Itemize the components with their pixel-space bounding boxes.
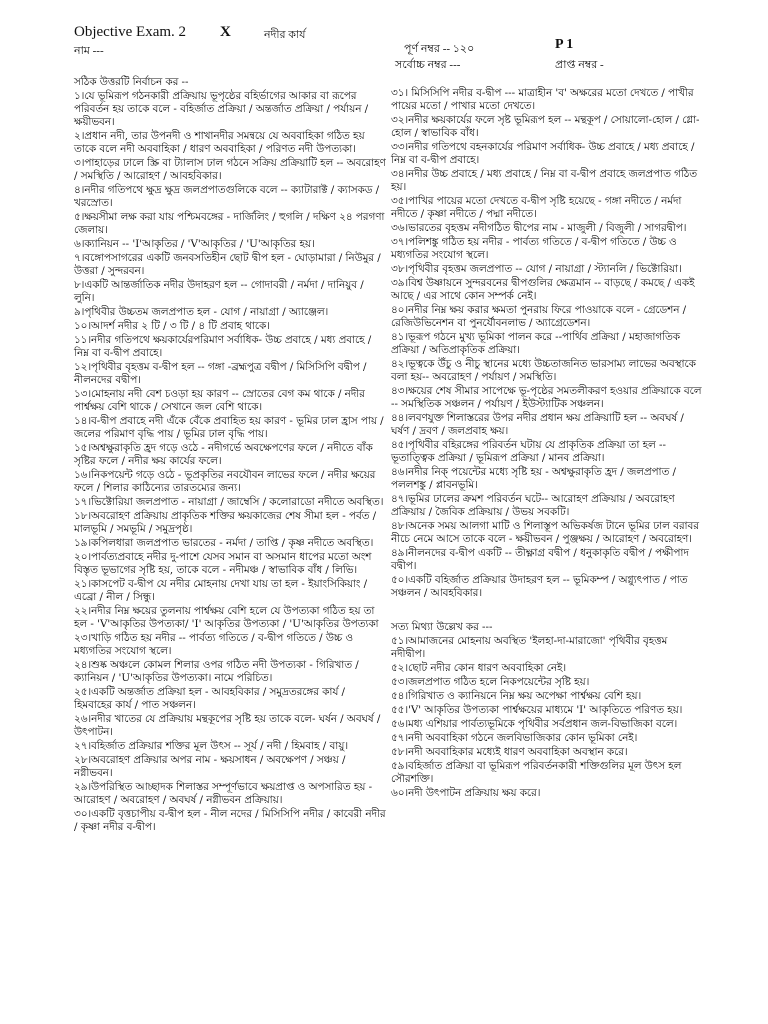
question-item: ১৩।মোহনায় নদী বেশ চওড়া হয় কারণ -- স্রোতের বেগ কম থাকে / নদীর পার্শ্বক্ষয় বেশি থাকে / সেখানে জল বেশি থাকে।	[74, 388, 365, 413]
true-false-item: ৫৫।'V' আকৃতির উপত্যকা পার্শ্বক্ষয়ের মাধ্যমে 'I' আকৃতিতে পরিণত হয়।	[391, 704, 683, 716]
question-item: ১৫।অশ্বক্ষুরাকৃতি হ্রদ গড়ে ওঠে - নদীগর্ভে অবক্ষেপণের ফলে / নদীতে বাঁক সৃষ্টির ফলে / নদীর ক্ষয় কার্যের ফলে।	[74, 442, 373, 467]
mcq-section-title: সঠিক উত্তরটি নির্বাচন কর --	[74, 76, 189, 88]
question-item: ২৩।খাড়ি গঠিত হয় নদীর -- পার্বত্য গতিতে / ব-দ্বীপ গতিতে / উচ্চ ও মধ্যগতির সংযোগ স্থলে।	[74, 632, 353, 657]
question-item: ৫০।একটি বহির্জাত প্রক্রিয়ার উদাহরণ হল -- ভূমিকম্প / অগ্ন্যুৎপাত / পাত সঞ্চলন / আবহবিকার।	[391, 574, 688, 599]
true-false-item: ৫৩।জলপ্রপাত গঠিত হলে নিকপয়েন্টের সৃষ্টি হয়।	[391, 676, 590, 688]
true-false-item: ৫৬।মধ্য এশিয়ার পার্বত্যভূমিকে পৃথিবীর সর্বপ্রধান জল-বিভাজিকা বলে।	[391, 718, 678, 730]
true-false-item: ৫২।ছোট নদীর কোন ধারণ অববাহিকা নেই।	[391, 662, 567, 674]
question-item: ১২।পৃথিবীর বৃহত্তম ব-দ্বীপ হল -- গঙ্গা -ব্রহ্মপুত্র বদ্বীপ / মিসিসিপি বদ্বীপ / নীলনদের বদ্বীপ।	[74, 361, 367, 386]
question-item: ২০।পার্বত্যপ্রবাহে নদীর দু-পাশে যেসব সমান বা অসমান ধাপের মতো অংশ বিস্তৃত ভূভাগের সৃষ্টি হয়, তাকে বলে - নদীমঞ্চ / স্বাভাবিক বাঁধ / লিভি।	[74, 551, 372, 576]
question-item: ২৬।নদীর খাতের যে প্রক্রিয়ায় মন্থকূপের সৃষ্টি হয় তাকে বলে- ঘর্ষন / অবঘর্ষ / উৎপাটন।	[74, 713, 381, 738]
question-item: ৪৯।নীলনদের ব-দ্বীপ একটি -- তীক্ষ্ণাগ্র বদ্বীপ / ধনুকাকৃতি বদ্বীপ / পক্ষীপাদ বদ্বীপ।	[391, 547, 689, 572]
true-false-item: ৫৪।গিরিখাত ও ক্যানিয়নে নিম্ন ক্ষয় অপেক্ষা পার্শ্বক্ষয় বেশি হয়।	[391, 690, 642, 702]
question-item: ৪৭।ভূমির ঢালের ক্রমশ পরিবর্তন ঘটে-- আরোহণ প্রক্রিয়ায় / অবরোহণ প্রক্রিয়ায় / জৈবিক প্রক্রিয়ায় / উভয় সবকটি।	[391, 493, 675, 518]
question-item: ২৫।একটি অন্তর্জাত প্রক্রিয়া হল - আবহবিকার / সমুদ্রতরঙ্গের কার্য / হিমবাহের কার্য / পাত সঞ্চলন।	[74, 686, 346, 711]
question-item: ৪।নদীর গতিপথে ক্ষুদ্র ক্ষুদ্র জলপ্রপাতগুলিকে বলে -- ক্যাটারাক্ট / ক্যাসকড / খরস্রোত।	[74, 184, 380, 209]
question-item: ৭।বঙ্গোপসাগরের একটি জনবসতিহীন ছোট দ্বীপ হল - ঘোড়ামারা / নিউমুর / উত্তরা / সুন্দরবন।	[74, 252, 381, 277]
true-false-item: ৫৭।নদী অববাহিকা গঠনে জলবিভাজিকার কোন ভূমিকা নেই।	[391, 732, 638, 744]
question-item: ৪৮।অনেক সময় আলগা মাটি ও শিলাস্তূপ অভিকর্ষজ টানে ভূমির ঢাল বরাবর নীচে নেমে আসে তাকে বলে - ক্ষয়ীভবন / পুঞ্জক্ষয় / আরোহণ / অবরোহণ।	[391, 520, 699, 545]
question-item: ৩১। মিসিসিপি নদীর ব-দ্বীপ --- মাত্রাহীন 'ব' অক্ষরের মতো দেখতে / পাখীর পায়ের মতো / পাখার মতো দেখতে।	[391, 87, 694, 112]
question-item: ১০।আদর্শ নদীর ২ টি / ৩ টি / ৪ টি প্রবাহ থাকে।	[74, 320, 270, 332]
true-false-item: ৫৮।নদী অববাহিকার মধ্যেই ধারণ অববাহিকা অবস্থান করে।	[391, 746, 628, 758]
question-item: ১।যে ভূমিরূপ গঠনকারী প্রক্রিয়ায় ভূপৃষ্ঠের বহির্ভাগের আকার বা রূপের পরিবর্তন হয় তাকে বলে - বহির্জাত প্রক্রিয়া / অন্তর্জাত প্রক্রিয়া / পর্যায়ন / ক্ষয়ীভবন।	[74, 90, 369, 128]
question-item: ২৪।শুষ্ক অঞ্চলে কোমল শিলার ওপর গঠিত নদী উপত্যকা - গিরিখাত / ক্যানিয়ন / 'U'আকৃতির উপত্যকা। নামে পরিচিত।	[74, 659, 359, 684]
name-label: নাম ---	[74, 45, 104, 57]
mcq-list-left	[74, 90, 386, 834]
true-false-item: ৫১।আমাজনের মোহনায় অবস্থিত 'ইলহা-দা-মারাজো' পৃথিবীর বৃহত্তম নদীদ্বীপ।	[391, 635, 668, 660]
x-mark: X	[220, 24, 231, 40]
question-item: ৩৮।পৃথিবীর বৃহত্তম জলপ্রপাত -- যোগ / নায়াগ্রা / স্ট্যানলি / ভিক্টোরিয়া।	[391, 263, 682, 275]
question-item: ৪৪।লবণযুক্ত শিলাস্তরের উপর নদীর প্রধান ক্ষয় প্রক্রিয়াটি হল -- অবঘর্ষ / ঘর্ষণ / দ্রবণ / জলপ্রবাহ ক্ষয়।	[391, 412, 684, 437]
right-column	[391, 87, 703, 801]
question-item: ২২।নদীর নিম্ন ক্ষয়ের তুলনায় পার্শ্বক্ষয় বেশি হলে যে উপত্যকা গঠিত হয় তা হল - 'V'আকৃতির উপত্যকা/ 'I' আকৃতির উপত্যকা / 'U'আকৃতির উপত্যকা	[74, 605, 379, 630]
chapter-title: নদীর কার্য	[264, 29, 306, 41]
question-item: ৬।ক্যানিয়ন -- 'I'আকৃতির / 'V'আকৃতির / 'U'আকৃতির হয়।	[74, 238, 315, 250]
full-marks: পূর্ণ নম্বর -- ১২০	[404, 43, 475, 55]
question-item: ৪৩।ক্ষয়ের শেষ সীমার সাপেক্ষে ভূ-পৃষ্ঠের সমতলীকরণ হওয়ার প্রক্রিয়াকে বলে -- সমস্থিতিক সঞ্চলন / পর্যায়ণ / ইউস্ট্যাটিক সঞ্চলন।	[391, 385, 702, 410]
true-false-item: ৫৯।বহির্জাত প্রক্রিয়া বা ভূমিরূপ পরিবর্তনকারী শক্তিগুলির মূল উৎস হল সৌরশক্তি।	[391, 760, 682, 785]
question-item: ৩৭।পলিশঙ্কু গঠিত হয় নদীর - পার্বত্য গতিতে / ব-দ্বীপ গতিতে / উচ্চ ও মধ্যগতির সংযোগ স্থলে।	[391, 236, 677, 261]
question-item: ৩২।নদীর ক্ষয়কার্যের ফলে সৃষ্ট ভূমিরূপ হল -- মন্থকূপ / সোয়ালো-হোল / গ্লো-হোল / স্বাভাবিক বাঁধ।	[391, 114, 700, 139]
mcq-list-right	[391, 87, 703, 600]
question-item: ১৮।অবরোহণ প্রক্রিয়ায় প্রাকৃতিক শক্তির ক্ষয়কাজের শেষ সীমা হল - পর্বত / মালভূমি / সমভূমি / সমুদ্রপৃষ্ঠ।	[74, 510, 377, 535]
question-item: ৩৯।বিশ্ব উষ্ণায়নে সুন্দরবনের দ্বীপগুলির ক্ষেত্রমান -- বাড়ছে / কমছে / একই আছে / এর সাথে কোন সম্পর্ক নেই।	[391, 277, 695, 302]
question-item: ১১।নদীর গতিপথে ক্ষয়কার্যেরপরিমাণ সর্বাধিক- উচ্চ প্রবাহে / মধ্য প্রবাহে / নিম্ন বা ব-দ্বীপ প্রবাহে।	[74, 334, 372, 359]
question-item: ৩।পাহাড়ের ঢালে স্ক্রি বা ট্যালাস ঢাল গঠনে সক্রিয় প্রক্রিয়াটি হল -- অবরোহণ / সমস্থিতি / আরোহণ / আবহবিকার।	[74, 157, 386, 182]
question-item: ৮।একটি আন্তর্জাতিক নদীর উদাহরণ হল -- গোদাবরী / নর্মদা / দানিয়ুব / লুনি।	[74, 279, 364, 304]
question-item: ১৯।কপিলধারা জলপ্রপাত ভারতের - নর্মদা / তাপ্তি / কৃষ্ণ নদীতে অবস্থিত।	[74, 537, 374, 549]
question-item: ৩৫।পাখির পায়ের মতো দেখতে ব-দ্বীপ সৃষ্টি হয়েছে - গঙ্গা নদীতে / নর্মদা নদীতে / কৃষ্ণা নদীতে / পদ্মা নদীতে।	[391, 195, 682, 220]
question-item: ২৯।উপরিস্থিত আচ্ছাদক শিলাস্তর সম্পূর্ণভাবে ক্ষয়প্রাপ্ত ও অপসারিত হয় - আরোহণ / অবরোহণ / অবঘর্ষ / নগ্নীভবন প্রক্রিয়ায়।	[74, 781, 373, 806]
question-item: ৩৩।নদীর গতিপথে বহনকার্যের পরিমাণ সর্বাধিক- উচ্চ প্রবাহে / মধ্য প্রবাহে / নিম্ন বা ব-দ্বীপ প্রবাহে।	[391, 141, 695, 166]
question-item: ৪০।নদীর নিম্ন ক্ষয় করার ক্ষমতা পুনরায় ফিরে পাওয়াকে বলে - গ্রেডেশন / রেজিউভিনেশন বা পুনর্যৌবনলাভ / অ্যাগ্রেডেশন।	[391, 304, 687, 329]
question-item: ৩০।একটি বৃত্তচাপীয় ব-দ্বীপ হল - নীল নদের / মিসিসিপি নদীর / কাবেরী নদীর / কৃষ্ণা নদীর ব-দ্বীপ।	[74, 808, 386, 833]
question-item: ১৬।নিকপয়েন্ট গড়ে ওঠে - ভূপ্রকৃতির নবযৌবন লাভের ফলে / নদীর ক্ষয়ের ফলে / শিলার কাঠিন্যের তারতম্যের জন্য।	[74, 469, 376, 494]
question-item: ৫।ক্ষয়সীমা লক্ষ করা যায় পশ্চিমবঙ্গের - দার্জিলিং / হুগলি / দক্ষিণ ২৪ পরগণা জেলায়।	[74, 211, 385, 236]
question-item: ২১।কাসপেট ব-দ্বীপ যে নদীর মোহনায় দেখা যায় তা হল - ইয়াংসিকিয়াং / এব্রো / নীল / সিন্ধু।	[74, 578, 368, 603]
question-item: ৪৬।নদীর নিক্ পয়েন্টের মধ্যে সৃষ্টি হয় - অশ্বক্ষুরাকৃতি হ্রদ / জলপ্রপাত / পললশঙ্কু / প্লাবনভূমি।	[391, 466, 676, 491]
question-item: ১৭।ভিক্টোরিয়া জলপ্রপাত - নায়াগ্রা / জাম্বেসি / কলোরাডো নদীতে অবস্থিত।	[74, 496, 384, 508]
question-item: ৪৫।পৃথিবীর বহিরঙ্গের পরিবর্তন ঘটায় যে প্রাকৃতিক প্রক্রিয়া তা হল -- ভূতাত্ত্বিক প্রক্রিয়া / ভূমিরূপ প্রক্রিয়া / মানব প্রক্রিয়া।	[391, 439, 666, 464]
exam-title: Objective Exam. 2	[74, 24, 187, 40]
question-item: ১৪।ব-দ্বীপ প্রবাহে নদী এঁকে বেঁকে প্রবাহিত হয় কারণ - ভূমির ঢাল হ্রাস পায় / জলের পরিমাণ বৃদ্ধি পায় / ভূমির ঢাল বৃদ্ধি পায়।	[74, 415, 384, 440]
question-item: ৪২।ভূত্বকে উঁচু ও নীচু স্থানের মধ্যে উচ্চতাজনিত ভারসাম্য লাভের অবস্থাকে বলা হয়-- অবরোহণ / পর্যায়ণ / সমস্থিতি।	[391, 358, 696, 383]
question-item: ৪১।ভূরূপ গঠনে মুখ্য ভূমিকা পালন করে --পার্থিব প্রক্রিয়া / মহাজাগতিক প্রক্রিয়া / অতিপ্রাকৃতিক প্রক্রিয়া।	[391, 331, 680, 356]
question-item: ৩৪।নদীর উচ্চ প্রবাহে / মধ্য প্রবাহে / নিম্ন বা ব-দ্বীপ প্রবাহে জলপ্রপাত গঠিত হয়।	[391, 168, 698, 193]
true-false-list	[391, 635, 703, 800]
question-item: ২।প্রধান নদী, তার উপনদী ও শাখানদীর সমন্বয়ে যে অববাহিকা গঠিত হয় তাকে বলে নদী অববাহিকা / ধারণ অববাহিকা / পরিণত নদী উপত্যকা।	[74, 130, 365, 155]
section-gap	[391, 601, 703, 621]
true-false-item: ৬০।নদী উৎপাটন প্রক্রিয়ায় ক্ষয় করে।	[391, 787, 541, 799]
question-item: ৯।পৃথিবীর উচ্চতম জলপ্রপাত হল - যোগ / নায়াগ্রা / অ্যাঞ্জেল।	[74, 306, 329, 318]
true-false-section-title: সত্য মিথ্যা উল্লেখ কর ---	[391, 621, 493, 633]
page-number: P 1	[555, 37, 574, 52]
question-item: ২৮।অবরোহণ প্রক্রিয়ার অপর নাম - ক্ষয়সাধন / অবক্ষেপণ / সঞ্চয় / নগ্নীভবন।	[74, 754, 346, 779]
left-column	[74, 76, 386, 835]
question-item: ২৭।বহির্জাত প্রক্রিয়ার শক্তির মূল উৎস -- সূর্য / নদী / হিমবাহ / বায়ু।	[74, 740, 349, 752]
highest-marks: সর্বোচ্চ নম্বর ---	[395, 59, 461, 71]
obtained-marks: প্রাপ্ত নম্বর -	[555, 59, 604, 71]
question-item: ৩৬।ভারতের বৃহত্তম নদীগঠিত দ্বীপের নাম - মাজুলী / বিজুলী / সাগরদ্বীপ।	[391, 222, 687, 234]
